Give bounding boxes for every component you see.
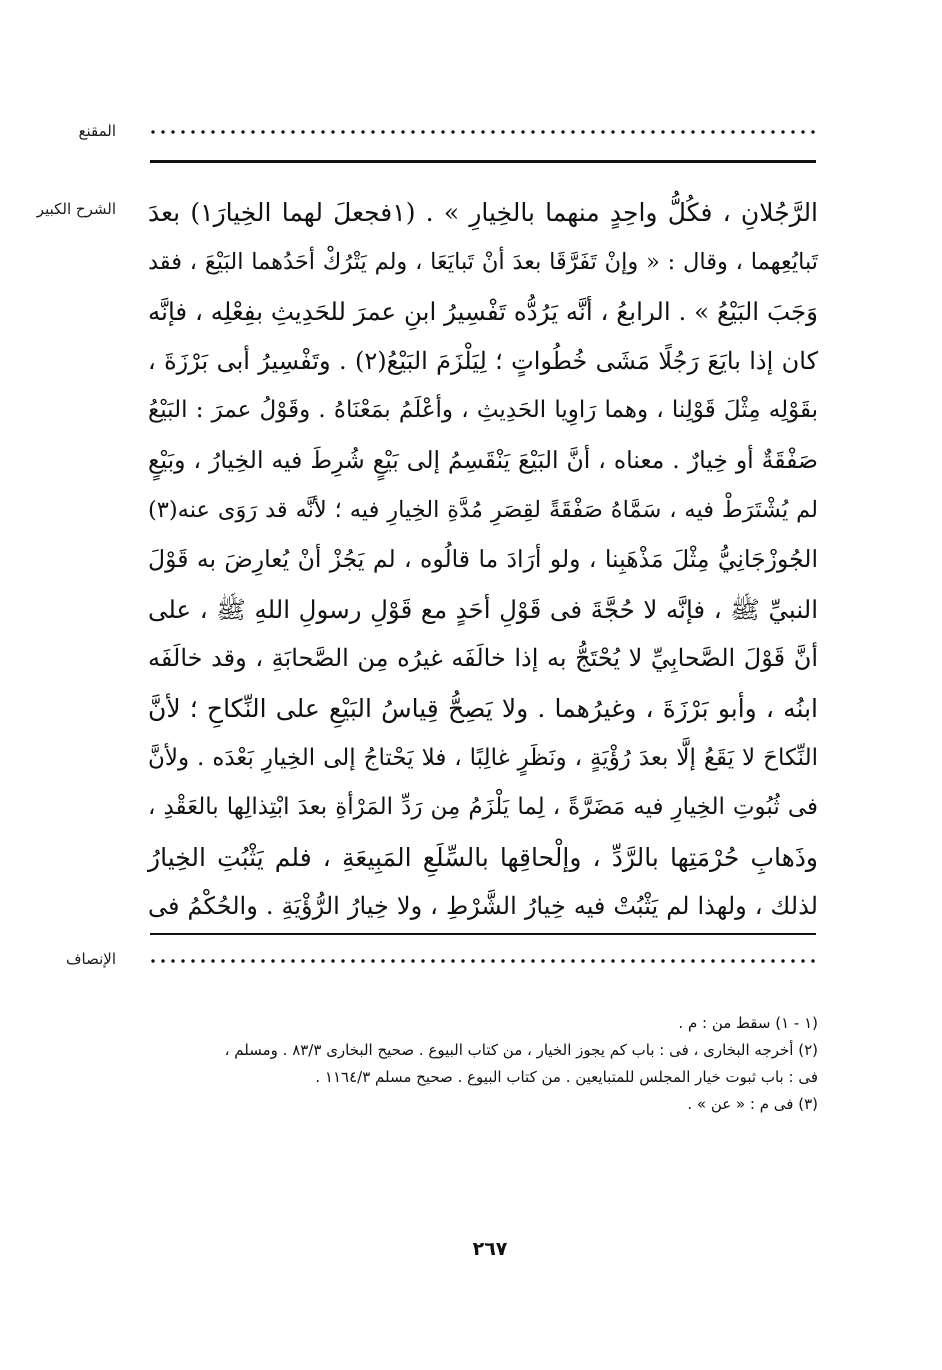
body-bottom-rule (150, 933, 816, 935)
commentary-line: ابنُه ، وأبو بَرْزَةَ ، وغيرُهما . ولا يَصِحُّ قِياسُ البَيْعِ على النِّكاحِ ؛ لأنَّ (148, 693, 818, 723)
insaf-dotted-line (148, 958, 816, 964)
commentary-line: أنَّ قَوْلَ الصَّحابِيِّ لا يُحْتَجُّ به إذا خالَفَه غيرُه مِن الصَّحابَةِ ، وقد خالَفَه (148, 644, 818, 673)
header-dotted-line (148, 129, 816, 135)
commentary-line: وَجَبَ البَيْعُ » . الرابعُ ، أنَّه يَرُدُّه تَفْسِيرُ ابنِ عمرَ للحَدِيثِ بفِعْلِه ، فإنَّه (148, 297, 818, 327)
book-title-label: المقنع (78, 122, 116, 140)
commentary-line: فى ثُبُوتِ الخِيارِ فيه مَضَرَّةً ، لِما يَلْزَمُ مِن رَدِّ المَرْأةِ بعدَ ابْتِذالِها بالعَقْدِ ، (148, 794, 818, 821)
commentary-line: لذلك ، ولهذا لم يَثْبُتْ فيه خِيارُ الشَّرْطِ ، ولا خِيارُ الرُّؤْيَةِ . والحُكْمُ فى (148, 892, 818, 921)
insaf-section-label: الإنصاف (65, 950, 116, 968)
commentary-line: النِّكاحَ لا يَقَعُ إلَّا بعدَ رُؤْيَةٍ ، ونَظَرٍ غالِبًا ، فلا يَحْتاجُ إلى الخِيارِ بَعْدَه . ولأنَّ (148, 744, 818, 771)
commentary-line: الرَّجُلانِ ، فكُلُّ واحِدٍ منهما بالخِيارِ » . (١فجعلَ لهما الخِيارَ١) بعدَ (148, 198, 819, 227)
commentary-section-label: الشرح الكبير (36, 200, 116, 218)
header-rule (150, 160, 816, 163)
commentary-line: النبيِّ ﷺ ، فإنَّه لا حُجَّةَ فى قَوْلِ أحَدٍ مع قَوْلِ رسولِ اللهِ ﷺ ، على (148, 594, 818, 624)
commentary-line: تَبايُعِهما ، وقال : « وإنْ تَفَرَّقَا بعدَ أنْ تَبايَعَا ، ولم يَتْرُكْ أحَدُهما البَيْعَ ، فقد (148, 248, 818, 275)
footnote: (١ - ١) سقط من : م . (678, 1014, 818, 1032)
commentary-line: بقَوْلِه مِثْلَ قَوْلِنا ، وهما رَاوِيا الحَدِيثِ ، وأعْلَمُ بمَعْنَاهُ . وقَوْلُ عمرَ : البَيْعُ (148, 397, 818, 424)
footnotes (150, 1010, 818, 1118)
footnote: فى : باب ثبوت خيار المجلس للمتبايعين . من كتاب البيوع . صحيح مسلم ١١٦٤/٣ . (315, 1068, 818, 1086)
commentary-line: كان إذا بايَعَ رَجُلًا مَشَى خُطُواتٍ ؛ لِيَلْزَمَ البَيْعُ(٢) . وتَفْسِيرُ أبى بَرْزَةَ ، (148, 346, 818, 375)
footnote: (٢) أخرجه البخارى ، فى : باب كم يجوز الخيار ، من كتاب البيوع . صحيح البخارى ٨٣/٣ . ومسلم ، (224, 1041, 818, 1059)
footnote: (٣) فى م : « عن » . (687, 1095, 818, 1113)
commentary-body (148, 188, 818, 932)
commentary-line: وذَهابِ حُرْمَتِها بالرَّدِّ ، وإلْحاقِها بالسِّلَعِ المَبِيعَةِ ، فلم يَثْبُتِ الخِيارُ (148, 842, 818, 872)
commentary-line: لم يُشْتَرَطْ فيه ، سَمَّاهُ صَفْقَةً لقِصَرِ مُدَّةِ الخِيارِ فيه ؛ لأنَّه قد رَوَى عنه(٣) (148, 496, 818, 523)
commentary-line: صَفْقَةٌ أو خِيارٌ . معناه ، أنَّ البَيْعَ يَنْقَسِمُ إلى بَيْعٍ شُرِطَ فيه الخِيارُ ، وبَيْعٍ (148, 445, 818, 474)
commentary-line: الجُوزْجَانِيُّ مِثْلَ مَذْهَبِنا ، ولو أرَادَ ما قالُوه ، لم يَجُزْ أنْ يُعارِضَ به قَوْلَ (148, 545, 818, 574)
page-number: ٢٦٧ (472, 1238, 508, 1260)
